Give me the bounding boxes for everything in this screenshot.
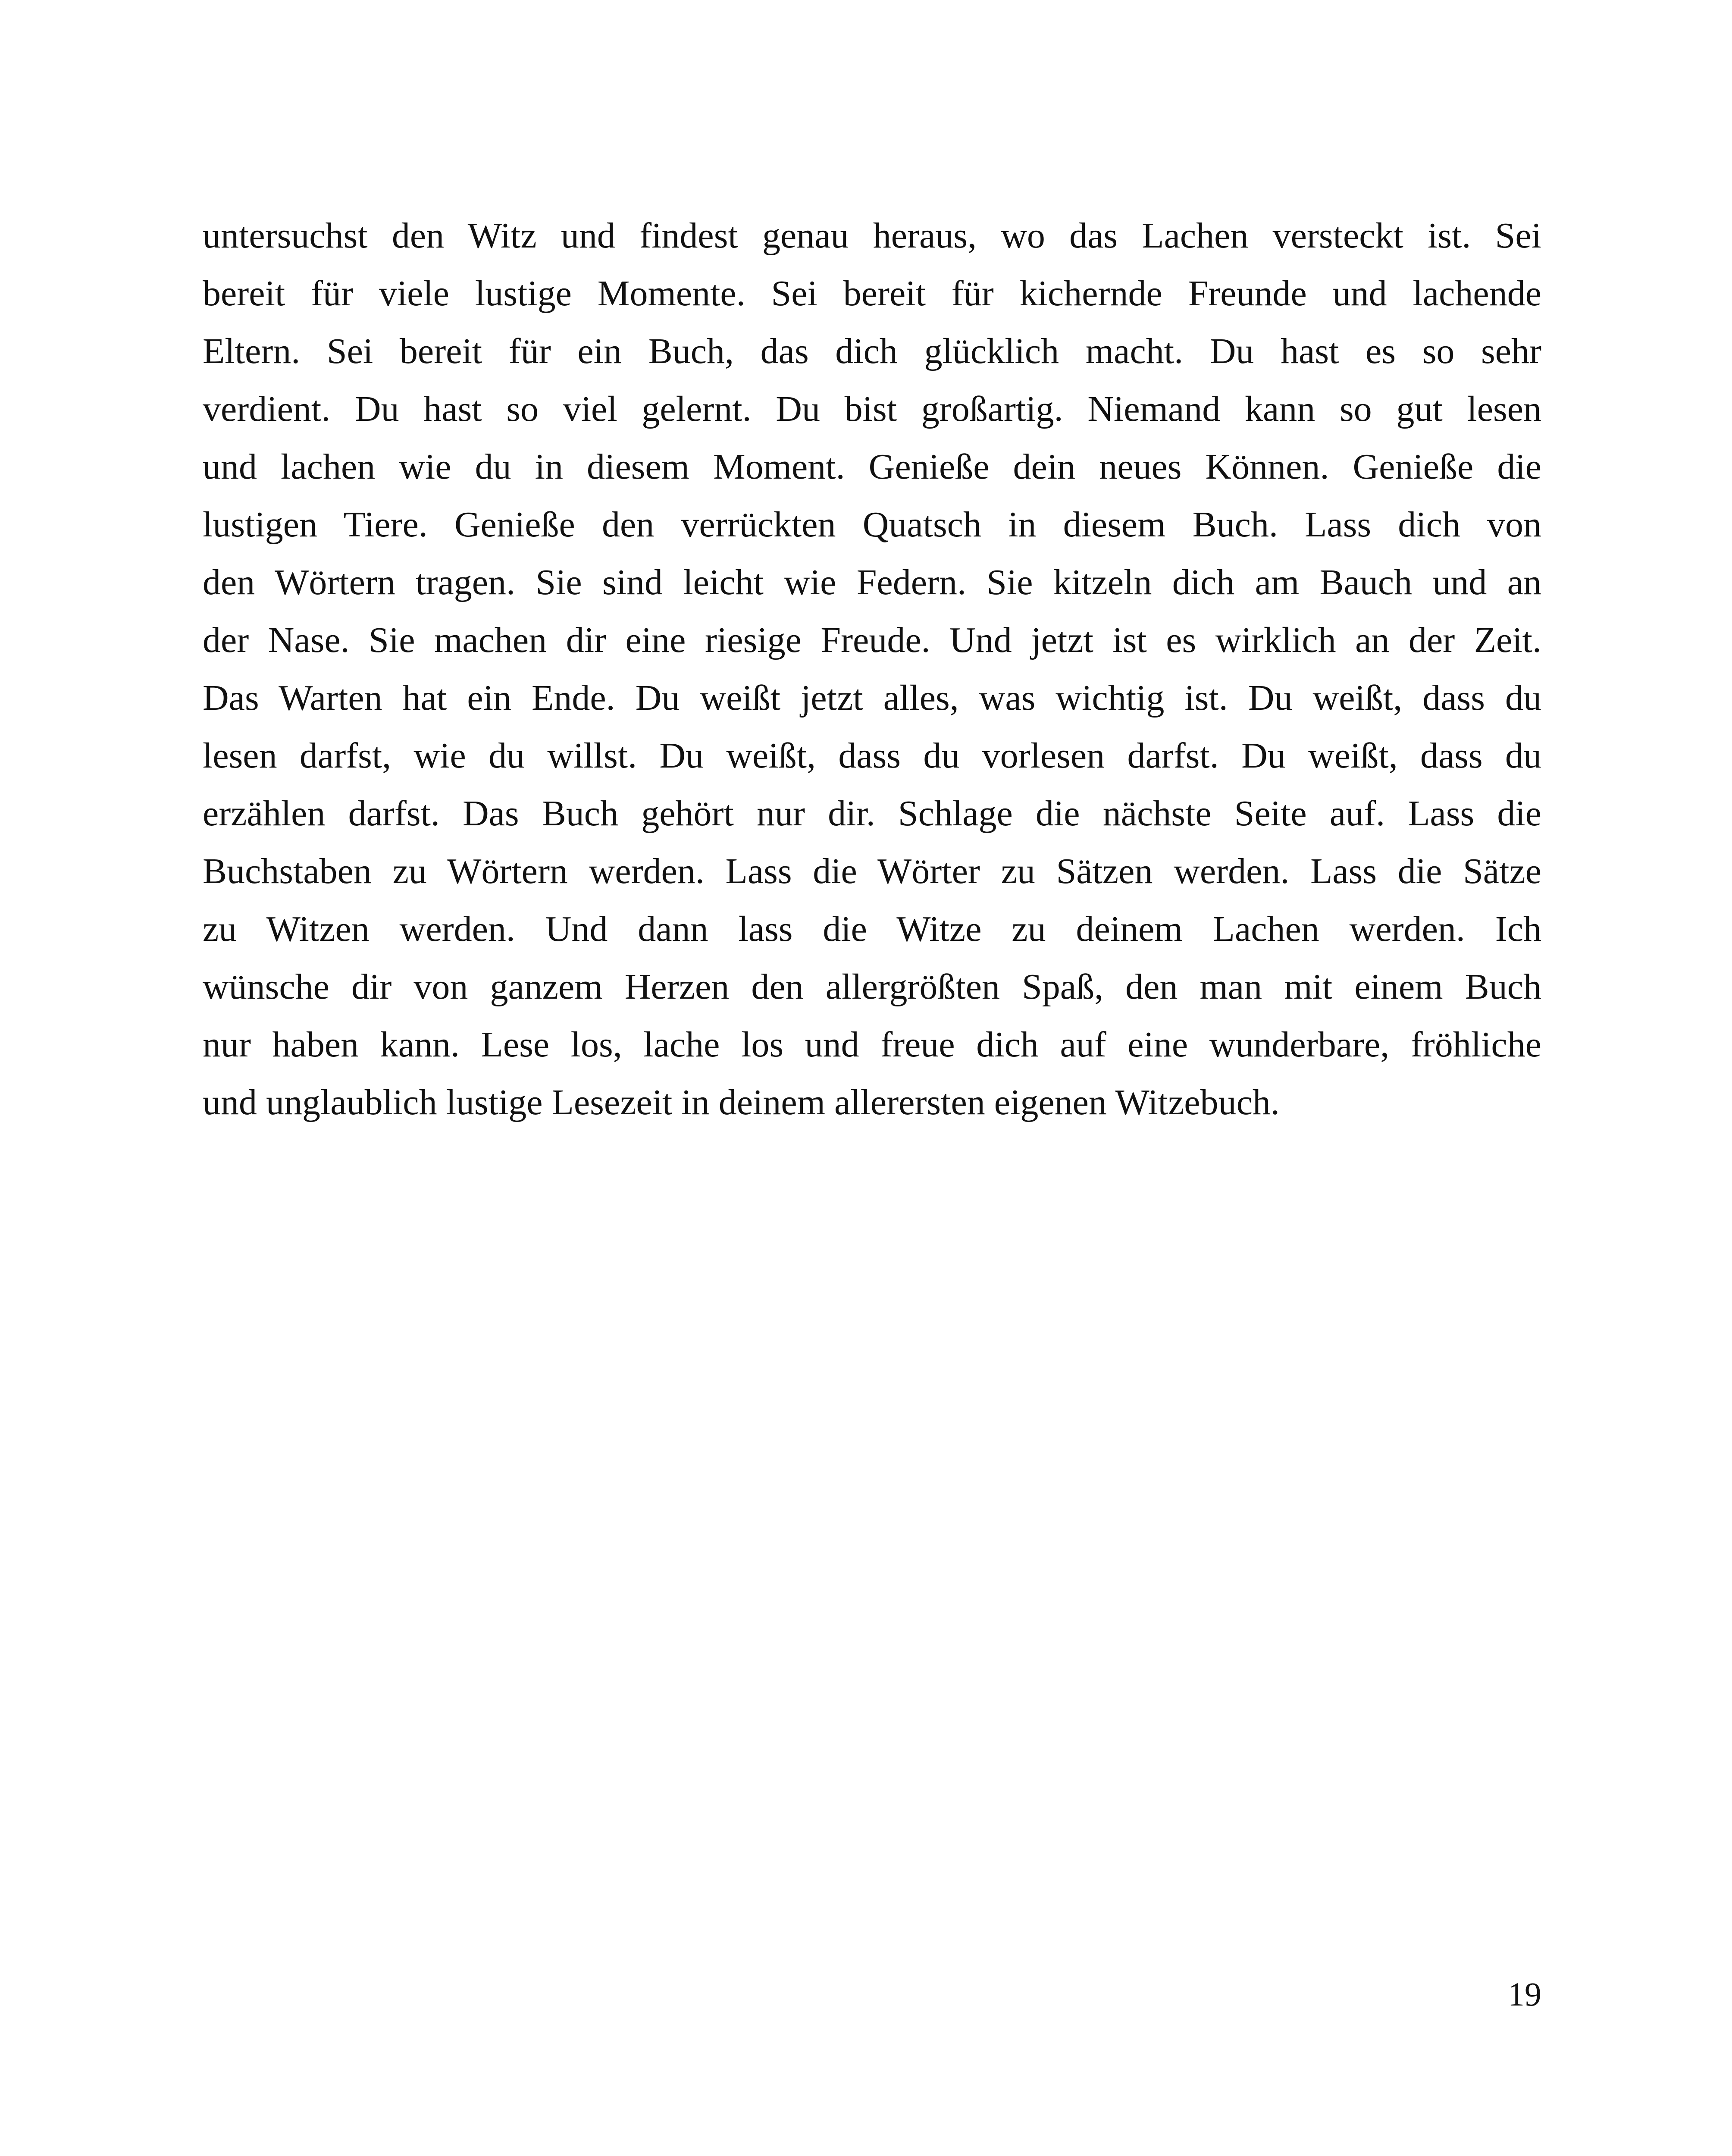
text-line: erzählen darfst. Das Buch gehört nur dir. Schlage die nächste Seite auf. Lass die (203, 793, 1541, 834)
text-line: Buchstaben zu Wörtern werden. Lass die Wörter zu Sätzen werden. Lass die Sätze (203, 851, 1541, 891)
text-line: nur haben kann. Lese los, lache los und freue dich auf eine wunderbare, fröhliche (203, 1025, 1541, 1065)
text-line: lesen darfst, wie du willst. Du weißt, dass du vorlesen darfst. Du weißt, dass du (203, 736, 1541, 776)
text-line: der Nase. Sie machen dir eine riesige Freude. Und jetzt ist es wirklich an der Zeit. (203, 620, 1541, 660)
text-line: wünsche dir von ganzem Herzen den allergrößten Spaß, den man mit einem Buch (203, 967, 1541, 1007)
text-line-last: und unglaublich lustige Lesezeit in deinem allerersten eigenen Witzebuch. (203, 1082, 1280, 1122)
text-line: und lachen wie du in diesem Moment. Genieße dein neues Können. Genieße die (203, 447, 1541, 487)
text-line: Das Warten hat ein Ende. Du weißt jetzt alles, was wichtig ist. Du weißt, dass du (203, 678, 1541, 718)
text-line: Eltern. Sei bereit für ein Buch, das dich glücklich macht. Du hast es so sehr (203, 331, 1541, 371)
body-paragraph (203, 207, 1541, 1131)
text-line: bereit für viele lustige Momente. Sei bereit für kichernde Freunde und lachende (203, 273, 1541, 313)
text-line: den Wörtern tragen. Sie sind leicht wie Federn. Sie kitzeln dich am Bauch und an (203, 562, 1541, 602)
text-line: untersuchst den Witz und findest genau heraus, wo das Lachen versteckt ist. Sei (203, 216, 1541, 256)
text-line: lustigen Tiere. Genieße den verrückten Quatsch in diesem Buch. Lass dich von (203, 505, 1541, 545)
page-number: 19 (1508, 1975, 1541, 2013)
text-line: zu Witzen werden. Und dann lass die Witze zu deinem Lachen werden. Ich (203, 909, 1541, 949)
text-line: verdient. Du hast so viel gelernt. Du bist großartig. Niemand kann so gut lesen (203, 389, 1541, 429)
